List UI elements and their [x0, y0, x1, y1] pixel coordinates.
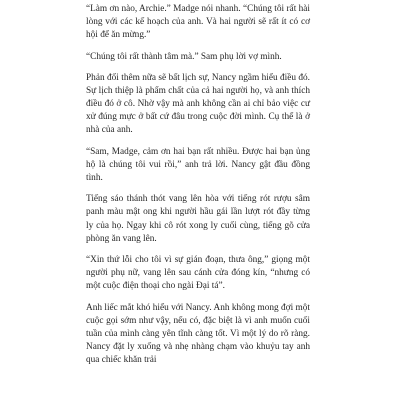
paragraph: “Làm ơn nào, Archie.” Madge nói nhanh. “Chúng tôi rất hài lòng với các kế hoạch của anh. Và hai người sẽ rất ít có cơ hội để ăn mừng.” — [86, 4, 310, 41]
paragraph: “Xin thứ lỗi cho tôi vì sự gián đoạn, thưa ông,” giọng một người phụ nữ, vang lên sau cánh cửa đóng kín, “nhưng có một cuộc điện thoại cho ngài Đại tá”. — [86, 254, 310, 292]
body-text — [86, 3, 310, 375]
paragraph: “Chúng tôi rất thành tâm mà.” Sam phụ lời vợ mình. — [86, 51, 282, 62]
paragraph: Anh liếc mắt khó hiểu với Nancy. Anh không mong đợi một cuộc gọi sớm như vậy, nếu có, đặc biệt là vì anh muốn cuối tuần của mình càng yên tĩnh càng tốt. Vì một lý do rõ ràng. Nancy đặt ly xuống và nhẹ nhàng chạm vào khuỷu tay anh qua chiếc khăn trải — [86, 302, 310, 365]
paragraph: Phản đối thêm nữa sẽ bất lịch sự, Nancy ngầm hiểu điều đó. Sự lịch thiệp là phẩm chất của cả hai người họ, và anh thích điều đó ở cô. Nhờ vậy mà anh không cần ai chỉ bảo việc cư xử đúng mực ở bất cứ đâu trong cuộc đời mình. Cụ thể là ở nhà của anh. — [86, 72, 310, 136]
paragraph: “Sam, Madge, cảm ơn hai bạn rất nhiều. Được hai bạn ủng hộ là chúng tôi vui rồi,” anh trả lời. Nancy gật đầu đồng tình. — [86, 146, 310, 183]
paragraph: Tiếng sáo thánh thót vang lên hòa với tiếng rót rượu sâm panh màu mật ong khi người hầu gái lần lượt rót đầy từng ly của họ. Ngay khi cô rót xong ly cuối cùng, tiếng gõ cửa phòng ăn vang lên. — [86, 194, 310, 244]
